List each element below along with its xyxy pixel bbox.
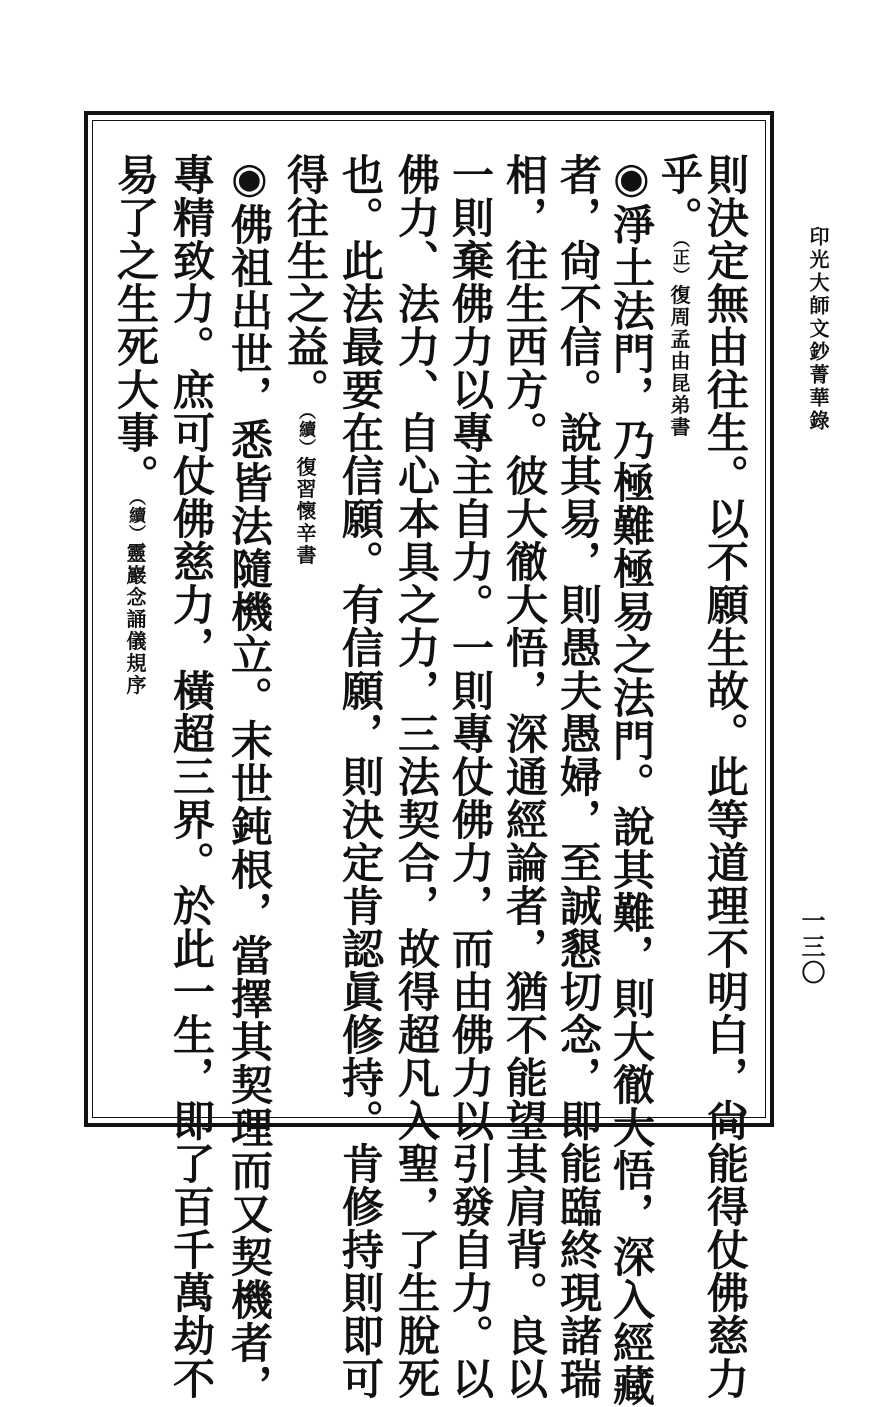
note-marker: （正）: [669, 239, 689, 285]
text-segment: 一則棄佛力以專主自力。一則專仗佛力，而由佛力以引發自力。以: [446, 153, 495, 1400]
text-segment: 佛力、法力、自心本具之力，三法契合，故得超凡入聖，了生脫死: [392, 153, 441, 1400]
text-column: [655, 153, 704, 439]
text-segment: 易了之生死大事。: [111, 153, 160, 497]
source-citation: 靈巖念誦儀規序: [123, 542, 147, 697]
text-segment: 則決定無由往生。以不願生故。此等道理不明白，尙能得仗佛慈力: [701, 153, 750, 1400]
text-column: [500, 153, 549, 1400]
text-segment: 者，尙不信。說其易，則愚夫愚婦，至誠懇切念，即能臨終現諸瑞: [554, 153, 603, 1400]
text-column: [701, 153, 750, 1400]
source-citation: 復習懷辛書: [293, 456, 317, 567]
text-column: [554, 153, 603, 1400]
text-segment: ◉佛祖出世，悉皆法隨機立。末世鈍根，當擇其契理而又契機者，: [225, 153, 274, 1407]
text-segment: ◉淨土法門，乃極難極易之法門。說其難，則大徹大悟，深入經藏: [607, 153, 656, 1407]
text-segment: 乎。: [655, 153, 704, 239]
text-segment: 也。此法最要在信願。有信願，則決定肯認眞修持。肯修持則即可: [336, 153, 385, 1400]
text-column: [607, 153, 656, 1407]
text-column: [225, 153, 274, 1407]
text-column: [281, 153, 330, 567]
note-marker: （續）: [125, 497, 145, 543]
text-segment: 得往生之益。: [281, 153, 330, 411]
text-column: [167, 153, 216, 1400]
text-column: [392, 153, 441, 1400]
source-citation: 復周孟由昆弟書: [667, 284, 691, 439]
note-marker: （續）: [295, 411, 315, 457]
text-segment: 相，往生西方。彼大徹大悟，深通經論者，猶不能望其肩背。良以: [500, 153, 549, 1400]
text-segment: 專精致力。庶可仗佛慈力，橫超三界。於此一生，即了百千萬劫不: [167, 153, 216, 1400]
book-title: 印光大師文鈔菁華錄: [806, 226, 830, 433]
text-column: [111, 153, 160, 697]
page-number: 一三〇: [797, 908, 826, 986]
text-column: [446, 153, 495, 1400]
text-column: [336, 153, 385, 1400]
